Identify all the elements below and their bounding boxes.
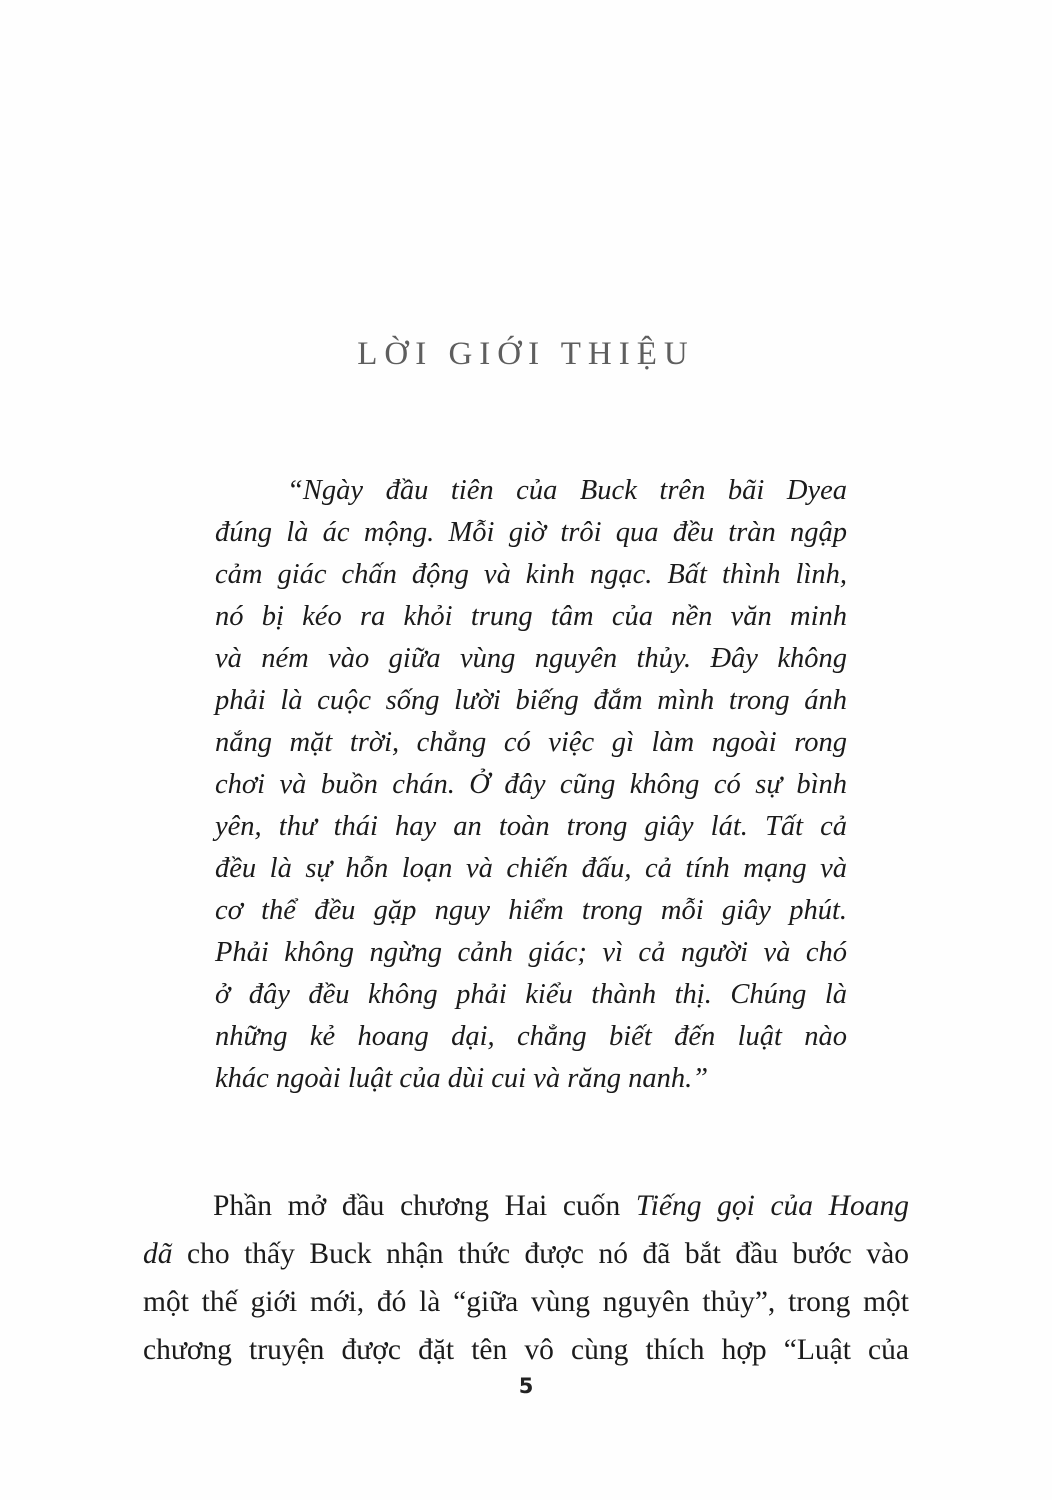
quote-line: đúng là ác mộng. Mỗi giờ trôi qua đều tràn ngập [215,517,847,548]
page-title: LỜI GIỚI THIỆU [357,336,695,372]
quote-line: “Ngày đầu tiên của Buck trên bãi Dyea [287,475,847,506]
quote-line: nắng mặt trời, chẳng có việc gì làm ngoài rong [215,727,847,758]
paragraph-line [143,1230,909,1278]
quote-line: ở đây đều không phải kiểu thành thị. Chúng là [215,979,847,1010]
paragraph-line [143,1278,909,1326]
paragraph-text: Phần mở đầu chương Hai cuốn [213,1190,636,1222]
quote-line: phải là cuộc sống lười biếng đắm mình trong ánh [215,685,847,716]
quote-line: khác ngoài luật của dùi cui và răng nanh.” [215,1063,709,1094]
paragraph-text: cho thấy Buck nhận thức được nó đã bắt đầu bước vào [172,1238,909,1270]
paragraph-line [143,1326,909,1374]
quote-line: và ném vào giữa vùng nguyên thủy. Đây không [215,643,847,674]
quote-line: Phải không ngừng cảnh giác; vì cả người và chó [215,937,847,968]
quote-line: cơ thể đều gặp nguy hiểm trong mỗi giây phút. [215,895,847,926]
body-paragraph [143,1182,909,1374]
quote-line: yên, thư thái hay an toàn trong giây lát. Tất cả [215,811,847,842]
quote-block [215,470,847,1100]
paragraph-text: một thế giới mới, đó là “giữa vùng nguyên thủy”, trong một [143,1286,909,1318]
paragraph-line [143,1182,909,1230]
quote-line: đều là sự hỗn loạn và chiến đấu, cả tính mạng và [215,853,847,884]
quote-line: chơi và buồn chán. Ở đây cũng không có sự bình [215,769,847,800]
quote-line: cảm giác chấn động và kinh ngạc. Bất thình lình, [215,559,847,590]
quote-line: nó bị kéo ra khỏi trung tâm của nền văn minh [215,601,847,632]
page-number: 5 [518,1374,534,1398]
book-title-text: dã [143,1238,173,1270]
paragraph-text: chương truyện được đặt tên vô cùng thích hợp “Luật của [143,1334,909,1366]
book-title-text: Tiếng gọi của Hoang [635,1190,909,1222]
quote-line: những kẻ hoang dại, chẳng biết đến luật nào [215,1021,847,1052]
